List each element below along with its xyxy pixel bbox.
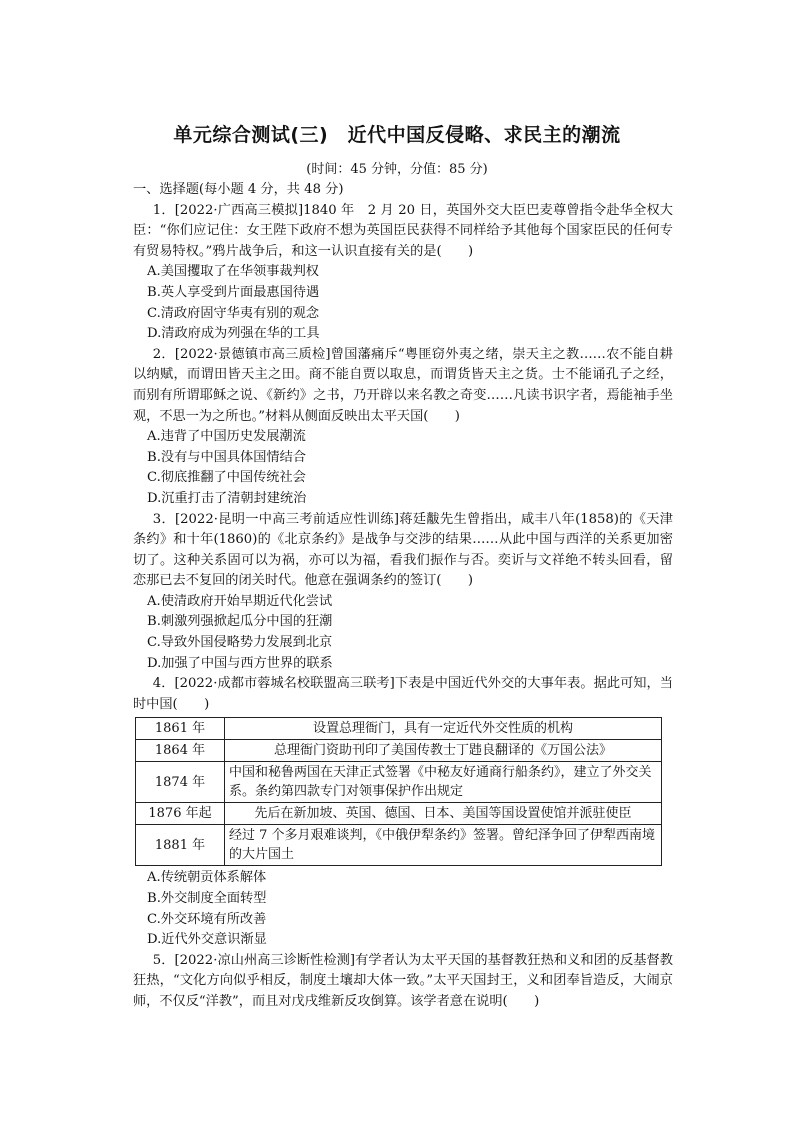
- answer-option: D.近代外交意识渐显: [147, 932, 267, 948]
- table-cell-event: 先后在新加坡、英国、德国、日本、美国等国设置使馆并派驻使臣: [225, 803, 662, 825]
- table-cell-year: 1881 年: [136, 825, 225, 866]
- table-cell-event: 总理衙门资助刊印了美国传教士丁韪良翻译的《万国公法》: [225, 740, 662, 762]
- answer-option: B.刺激列强掀起瓜分中国的狂潮: [147, 614, 333, 630]
- answer-option: B.英人享受到片面最惠国待遇: [147, 284, 320, 300]
- answer-option: A.传统朝贡体系解体: [147, 870, 267, 886]
- table-row: [136, 825, 662, 866]
- section-heading: 一、选择题(每小题 4 分，共 48 分): [133, 182, 344, 197]
- question-stem: 5．[2022·凉山州高三诊断性检测]有学者认为太平天国的基督教狂热和义和团的反基督教狂热，“文化方向似乎相反，制度土壤却大体一致。”太平天国封王，义和团奉旨造反，大闹京师，不仅反“洋教”，而且对戊戌维新反攻倒算。该学者意在说明( ): [133, 952, 673, 1009]
- answer-option: B.没有与中国具体国情结合: [147, 449, 306, 465]
- table-cell-year: 1864 年: [136, 740, 225, 762]
- answer-option: D.加强了中国与西方世界的联系: [147, 655, 333, 671]
- table-row: [136, 740, 662, 762]
- answer-option: A.违背了中国历史发展潮流: [147, 429, 306, 445]
- answer-option: C.清政府固守华夷有别的观念: [147, 305, 320, 321]
- table-cell-year: 1876 年起: [136, 803, 225, 825]
- table-row: [136, 718, 662, 740]
- question-stem: 4．[2022·成都市蓉城名校联盟高三联考]下表是中国近代外交的大事年表。据此可知，当时中国( ): [133, 676, 673, 712]
- table-cell-event: 中国和秘鲁两国在天津正式签署《中秘友好通商行船条约》，建立了外交关系。条约第四款专门对领事保护作出规定: [225, 762, 662, 803]
- answer-option: A.使清政府开始早期近代化尝试: [147, 593, 333, 609]
- answer-option: B.外交制度全面转型: [147, 891, 267, 907]
- table-cell-year: 1874 年: [136, 762, 225, 803]
- diplomacy-events-table: [135, 717, 662, 866]
- table-cell-year: 1861 年: [136, 718, 225, 740]
- question-stem: 2．[2022·景德镇市高三质检]曾国藩痛斥“粤匪窃外夷之绪，崇天主之教……农不能自耕以纳赋，而谓田皆天主之田。商不能自贾以取息，而谓货皆天主之货。士不能诵孔子之经，而别有所谓耶稣之说、《新约》之书，乃开辟以来名教之奇变……凡读书识字者，焉能袖手坐观，不思一为之所也。”材料从侧面反映出太平天国( ): [133, 346, 673, 424]
- answer-option: C.导致外国侵略势力发展到北京: [147, 635, 333, 651]
- table-cell-event: 设置总理衙门，具有一定近代外交性质的机构: [225, 718, 662, 740]
- document-body: [133, 180, 673, 1013]
- table-row: [136, 803, 662, 825]
- answer-option: C.外交环境有所改善: [147, 911, 267, 927]
- answer-option: D.沉重打击了清朝封建统治: [147, 490, 307, 506]
- answer-option: C.彻底推翻了中国传统社会: [147, 470, 306, 486]
- answer-option: D.清政府成为列强在华的工具: [147, 326, 320, 342]
- table-cell-event: 经过 7 个多月艰难谈判，《中俄伊犁条约》签署。曾纪泽争回了伊犁西南境的大片国土: [225, 825, 662, 866]
- question-stem: 1．[2022·广西高三模拟]1840 年 2 月 20 日，英国外交大臣巴麦尊曾指令赴华全权大臣：“你们应记住：女王陛下政府不想为英国臣民获得不同样给予其他每个国家臣民的任何专有贸易特权。”鸦片战争后，和这一认识直接有关的是( ): [133, 202, 673, 259]
- answer-option: A.美国攫取了在华领事裁判权: [147, 264, 319, 280]
- exam-meta: (时间：45 分钟，分值：85 分): [306, 162, 488, 177]
- question-stem: 3．[2022·昆明一中高三考前适应性训练]蒋廷黻先生曾指出，咸丰八年(1858)的《天津条约》和十年(1860)的《北京条约》是战争与交涉的结果……从此中国与西洋的关系更加密切了。这种关系固可以为祸，亦可以为福，看我们振作与否。奕䜣与文祥绝不转头回看，留恋那已去不复回的闭关时代。他意在强调条约的签订( ): [133, 511, 673, 589]
- page-title: 单元综合测试(三) 近代中国反侵略、求民主的潮流: [173, 124, 621, 146]
- table-row: [136, 762, 662, 803]
